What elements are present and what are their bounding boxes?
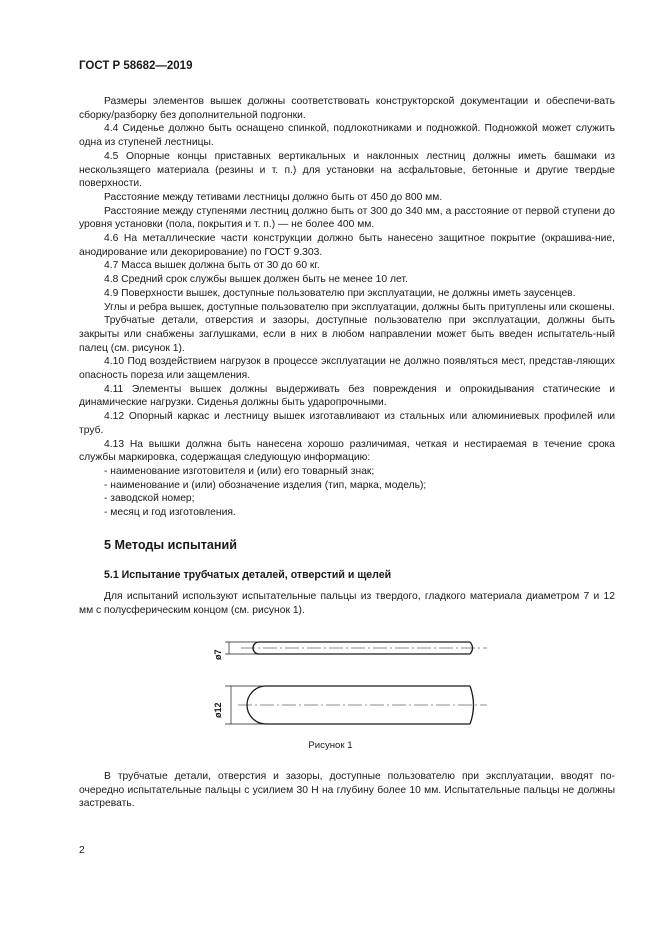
dimension-label-large: ø12	[213, 702, 223, 718]
figure-caption: Рисунок 1	[308, 740, 353, 751]
paragraph: Для испытаний используют испытательные пальцы из твердого, гладкого материала диаметром 7 и 12 мм с полусферическим концом (см. рисунок 1).	[79, 591, 615, 616]
list-item: - месяц и год изготовления.	[104, 507, 236, 519]
paragraph: Расстояние между ступенями лестниц должно быть от 300 до 340 мм, а расстояние от первой ступени до уровня установки (пола, покрытия и т. п.) — не более 400 мм.	[79, 205, 615, 231]
list-item: - наименование изготовителя и (или) его товарный знак;	[104, 465, 375, 477]
section-4-body	[79, 95, 615, 520]
section-5-1-body	[79, 590, 615, 617]
subsection-heading: 5.1 Испытание трубчатых деталей, отверстий и щелей	[104, 569, 392, 581]
paragraph: 4.12 Опорный каркас и лестницу вышек изготавливают из стальных или алюминиевых профилей или труб.	[79, 411, 615, 436]
paragraph: 4.7 Масса вышек должна быть от 30 до 60 кг.	[104, 260, 320, 272]
paragraph: 4.8 Средний срок службы вышек должен быть не менее 10 лет.	[104, 274, 408, 286]
document-header: ГОСТ Р 58682—2019	[79, 60, 193, 72]
paragraph: Размеры элементов вышек должны соответствовать конструкторской документации и обеспечи-вать сборку/разборку без дополнительной подгонки.	[79, 96, 615, 121]
list-item: - заводской номер;	[104, 493, 195, 505]
paragraph: 4.4 Сиденье должно быть оснащено спинкой, подлокотниками и подножкой. Подножкой может служить одна из ступеней лестницы.	[79, 123, 615, 149]
test-finger-large	[225, 686, 487, 724]
figure-test-fingers	[205, 634, 505, 734]
paragraph: 4.5 Опорные концы приставных вертикальных и наклонных лестниц должны иметь башмаки из нескользящего материала (резины и т. п.) для установки на асфальтовые, бетонные и другие твердые поверхности.	[79, 150, 615, 190]
figure-drawing	[205, 634, 505, 734]
test-finger-small	[225, 642, 487, 654]
paragraph: 4.13 На вышки должна быть нанесена хорошо различимая, четкая и нестираемая в течение срока службы маркировка, содержащая следующую информацию:	[79, 438, 615, 464]
page-number: 2	[79, 845, 85, 856]
paragraph: 4.10 Под воздействием нагрузок в процессе эксплуатации не должно появляться мест, представ-ляющих опасность пореза или защемления.	[79, 356, 615, 382]
section-5-1-body-continued	[79, 770, 615, 811]
paragraph: 4.6 На металлические части конструкции должно быть нанесено защитное покрытие (окрашива-ние, анодирование или декорирование) по ГОСТ 9.303.	[79, 233, 615, 258]
paragraph: Углы и ребра вышек, доступные пользователю при эксплуатации, должны быть притуплены или скошены.	[104, 301, 615, 313]
section-heading: 5 Методы испытаний	[104, 538, 237, 552]
dimension-label-small: ø7	[213, 649, 223, 660]
paragraph: В трубчатые детали, отверстия и зазоры, доступные пользователю при эксплуатации, вводят по-очередно испытательные пальцы с усилием 30 Н на глубину более 10 мм. Испытательные пальцы не должны застревать.	[79, 771, 615, 810]
paragraph: 4.9 Поверхности вышек, доступные пользователю при эксплуатации, не должны иметь заусенцев.	[104, 287, 576, 299]
paragraph: 4.11 Элементы вышек должны выдерживать без повреждения и опрокидывания статические и динамические нагрузки. Сиденья должны быть ударопрочными.	[79, 383, 615, 409]
paragraph: Трубчатые детали, отверстия и зазоры, доступные пользователю при эксплуатации, должны быть закрыты или снабжены заглушками, если в них в любом направлении может быть введен испытатель-ный палец (см. рисунок 1).	[79, 315, 615, 354]
paragraph: Расстояние между тетивами лестницы должно быть от 450 до 800 мм.	[104, 191, 443, 203]
list-item: - наименование и (или) обозначение изделия (тип, марка, модель);	[104, 479, 427, 491]
